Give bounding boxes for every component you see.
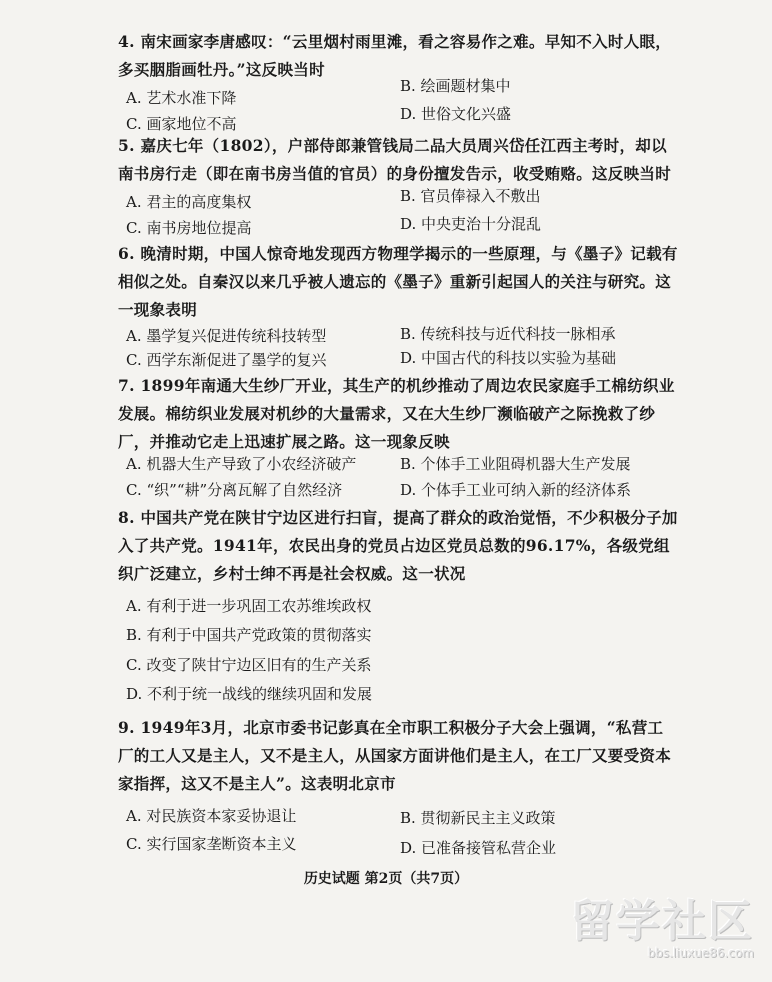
question-5-option-a: A. 君主的高度集权	[126, 193, 252, 211]
question-7	[118, 372, 678, 502]
question-8-option-c: C. 改变了陕甘宁边区旧有的生产关系	[126, 656, 372, 674]
question-5	[118, 132, 678, 242]
question-6-stem: 6. 晚清时期，中国人惊奇地发现西方物理学揭示的一些原理，与《墨子》记载有相似之处。自秦汉以来几乎被人遗忘的《墨子》重新引起国人的关注与研究。这一现象表明	[118, 244, 678, 319]
question-8-stem: 8. 中国共产党在陕甘宁边区进行扫盲，提高了群众的政治觉悟，不少积极分子加入了共产党。1941年，农民出身的党员占边区党员总数的96.17%，各级党组织广泛建立，乡村士绅不再是社会权威。这一状况	[118, 508, 678, 583]
question-7-option-d: D. 个体手工业可纳入新的经济体系	[400, 481, 632, 499]
question-6-option-d: D. 中国古代的科技以实验为基础	[400, 349, 617, 367]
question-6-option-b: B. 传统科技与近代科技一脉相承	[400, 325, 616, 343]
question-6-option-c: C. 西学东渐促进了墨学的复兴	[126, 351, 327, 369]
question-7-option-b: B. 个体手工业阻碍机器大生产发展	[400, 455, 631, 473]
question-9-stem: 9. 1949年3月，北京市委书记彭真在全市职工积极分子大会上强调，“私营工厂的工人又是主人，又不是主人，从国家方面讲他们是主人，在工厂又要受资本家指挥，这又不是主人”。这表明北京市	[118, 718, 672, 793]
question-5-option-d: D. 中央吏治十分混乱	[400, 215, 542, 233]
question-6	[118, 240, 678, 370]
question-7-option-a: A. 机器大生产导致了小农经济破产	[126, 455, 357, 473]
question-9-option-d: D. 已准备接管私营企业	[400, 839, 557, 857]
question-9-option-c: C. 实行国家垄断资本主义	[126, 835, 297, 853]
question-4-option-a: A. 艺术水准下降	[126, 89, 237, 107]
question-5-stem: 5. 嘉庆七年（1802），户部侍郎兼管钱局二品大员周兴岱任江西主考时，却以南书房行走（即在南书房当值的官员）的身份擅发告示，收受贿赂。这反映当时	[118, 136, 672, 183]
question-6-option-a: A. 墨学复兴促进传统科技转型	[126, 327, 327, 345]
question-8-option-d: D. 不利于统一战线的继续巩固和发展	[126, 685, 373, 703]
question-4-option-d: D. 世俗文化兴盛	[400, 105, 512, 123]
question-4-stem: 4. 南宋画家李唐感叹：“云里烟村雨里滩，看之容易作之难。早知不入时人眼，多买胭脂画牡丹。”这反映当时	[118, 32, 672, 79]
page-footer: 历史试题 第2页（共7页）	[303, 871, 469, 887]
question-8-option-b: B. 有利于中国共产党政策的贯彻落实	[126, 626, 372, 644]
question-4-option-c: C. 画家地位不高	[126, 115, 237, 133]
watermark-url: bbs.liuxue86.com	[647, 946, 754, 960]
question-7-stem: 7. 1899年南通大生纱厂开业，其生产的机纱推动了周边农民家庭手工棉纺织业发展。棉纺织业发展对机纱的大量需求，又在大生纱厂濒临破产之际挽救了纱厂，并推动它走上迅速扩展之路。这一现象反映	[118, 376, 675, 451]
question-7-option-c: C. “织”“耕”分离瓦解了自然经济	[126, 481, 343, 499]
watermark-logo: 留学社区	[570, 896, 754, 947]
question-9	[118, 714, 678, 864]
question-5-option-c: C. 南书房地位提高	[126, 219, 252, 237]
question-8-option-a: A. 有利于进一步巩固工农苏维埃政权	[126, 597, 372, 615]
question-9-option-b: B. 贯彻新民主主义政策	[400, 809, 556, 827]
question-8	[118, 504, 678, 704]
question-4-option-b: B. 绘画题材集中	[400, 77, 511, 95]
question-5-option-b: B. 官员俸禄入不敷出	[400, 187, 541, 205]
watermark	[570, 898, 754, 960]
question-9-option-a: A. 对民族资本家妥协退让	[126, 807, 297, 825]
question-4	[118, 28, 678, 138]
